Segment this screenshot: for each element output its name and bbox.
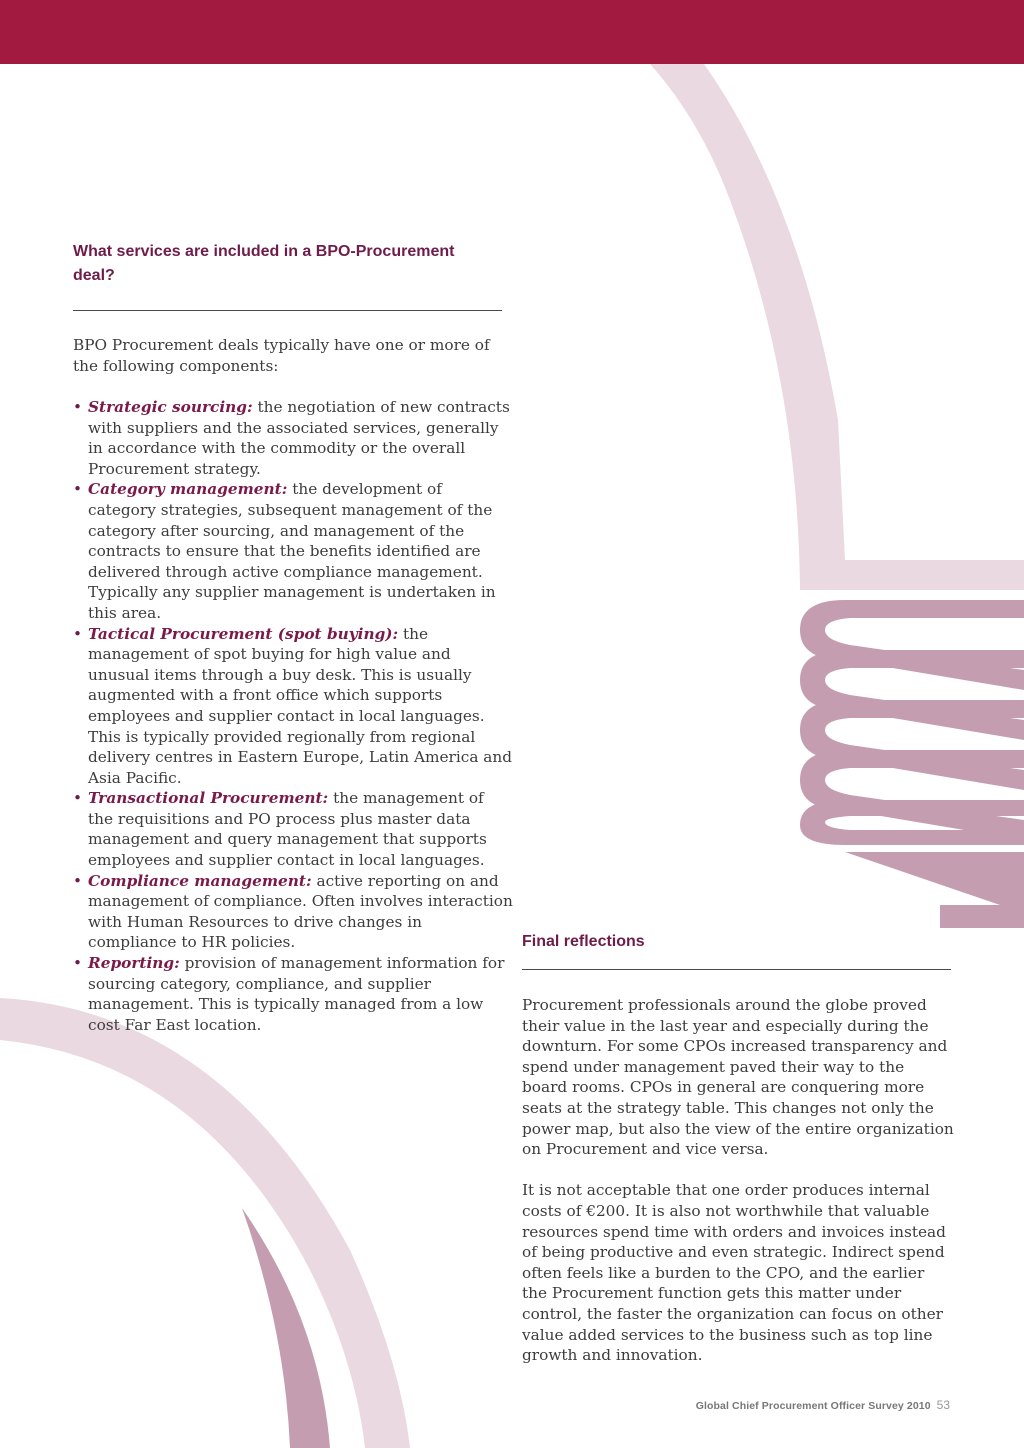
light-arc-bottom (0, 998, 410, 1448)
item-text: the management of spot buying for high value and unusual items through a buy desk. This is usually augmented with a front office which supports employees and supplier contact in local languages. (88, 624, 485, 725)
list-item: • Category management: the development of category strategies, subsequent management of the category after sourcing, and management of the contracts to ensure that the benefits identified are delivered through active compliance management. Typically any supplier management is undertaken in this area. (73, 480, 496, 622)
paragraph: It is not acceptable that one order produces internal costs of €200. It is also not worthwhile that valuable resources spend time with orders and invoices instead of being productive and even strategic. Indirect spend often feels like a burden to the CPO, and the earlier the Procurement function gets this matter under control, the faster the organization can focus on other value added services to the business such as top line growth and innovation. (522, 1181, 946, 1365)
intro-text: BPO Procurement deals typically have one or more of the following components: (73, 336, 490, 375)
list-item: • Tactical Procurement (spot buying): the management of spot buying for high value and unusual items through a buy desk. This is usually augmented with a front office which supports employees and supplier contact in local languages. This is typically provided regionally from regional delivery centres in Eastern Europe, Latin America and Asia Pacific. (73, 624, 513, 787)
heading-rule (73, 310, 502, 311)
footer-title: Global Chief Procurement Officer Survey 2010 (695, 1400, 931, 1412)
heading-rule (522, 969, 951, 970)
item-term: Compliance management: (88, 871, 312, 890)
item-extra: This is typically provided regionally from regional delivery centres in Eastern Europe, Latin America and Asia Pacific. (88, 727, 513, 787)
light-arc-top (650, 64, 1024, 590)
item-text: active reporting on and management of compliance. Often involves interaction with Human Resources to drive changes in compliance to HR policies. (88, 871, 513, 952)
list-item: • Transactional Procurement: the management of the requisitions and PO process plus master data management and query management that supports employees and supplier contact in local languages. (73, 789, 487, 870)
item-term: Strategic sourcing: (88, 398, 253, 416)
page-footer (696, 1398, 950, 1412)
list-item: • Strategic sourcing: the negotiation of new contracts with suppliers and the associated services, generally in accordance with the commodity or the overall Procurement strategy. (73, 398, 510, 478)
item-term: Category management: (88, 480, 288, 499)
item-text: provision of management information for sourcing category, compliance, and supplier management. This is typically managed from a low cost Far East location. (88, 954, 505, 1034)
section-heading-final: Final reflections (522, 933, 645, 950)
item-text: the management of the requisitions and PO process plus master data management and query management that supports employees and supplier contact in local languages. (88, 789, 487, 870)
page-number: 53 (936, 1398, 950, 1412)
list-item: • Reporting: provision of management information for sourcing category, compliance, and supplier management. This is typically managed from a low cost Far East location. (73, 954, 505, 1034)
item-term: Transactional Procurement: (88, 789, 329, 808)
item-term: Tactical Procurement (spot buying): (88, 624, 399, 643)
list-item: • Compliance management: active reporting on and management of compliance. Often involves interaction with Human Resources to drive changes in compliance to HR policies. (73, 871, 513, 952)
item-term: Reporting: (88, 954, 180, 973)
section-heading-bpo: What services are included in a BPO-Procurement deal? (73, 243, 455, 284)
coil-graphic (800, 600, 1024, 928)
services-list (73, 397, 513, 1035)
final-reflections-body (522, 995, 954, 1386)
item-text: the development of category strategies, subsequent management of the category after sourcing, and management of the contracts to ensure that the benefits identified are delivered through active compliance management. Typically any supplier management is undertaken in this area. (88, 480, 496, 622)
item-text: the negotiation of new contracts with suppliers and the associated services, generally in accordance with the commodity or the overall Procurement strategy. (88, 398, 510, 478)
paragraph: Procurement professionals around the globe proved their value in the last year and especially during the downturn. For some CPOs increased transparency and spend under management paved their way to the board rooms. CPOs in general are conquering more seats at the strategy table. This changes not only the power map, but also the view of the entire organization on Procurement and vice versa. (522, 996, 954, 1159)
intro-paragraph (73, 335, 503, 397)
